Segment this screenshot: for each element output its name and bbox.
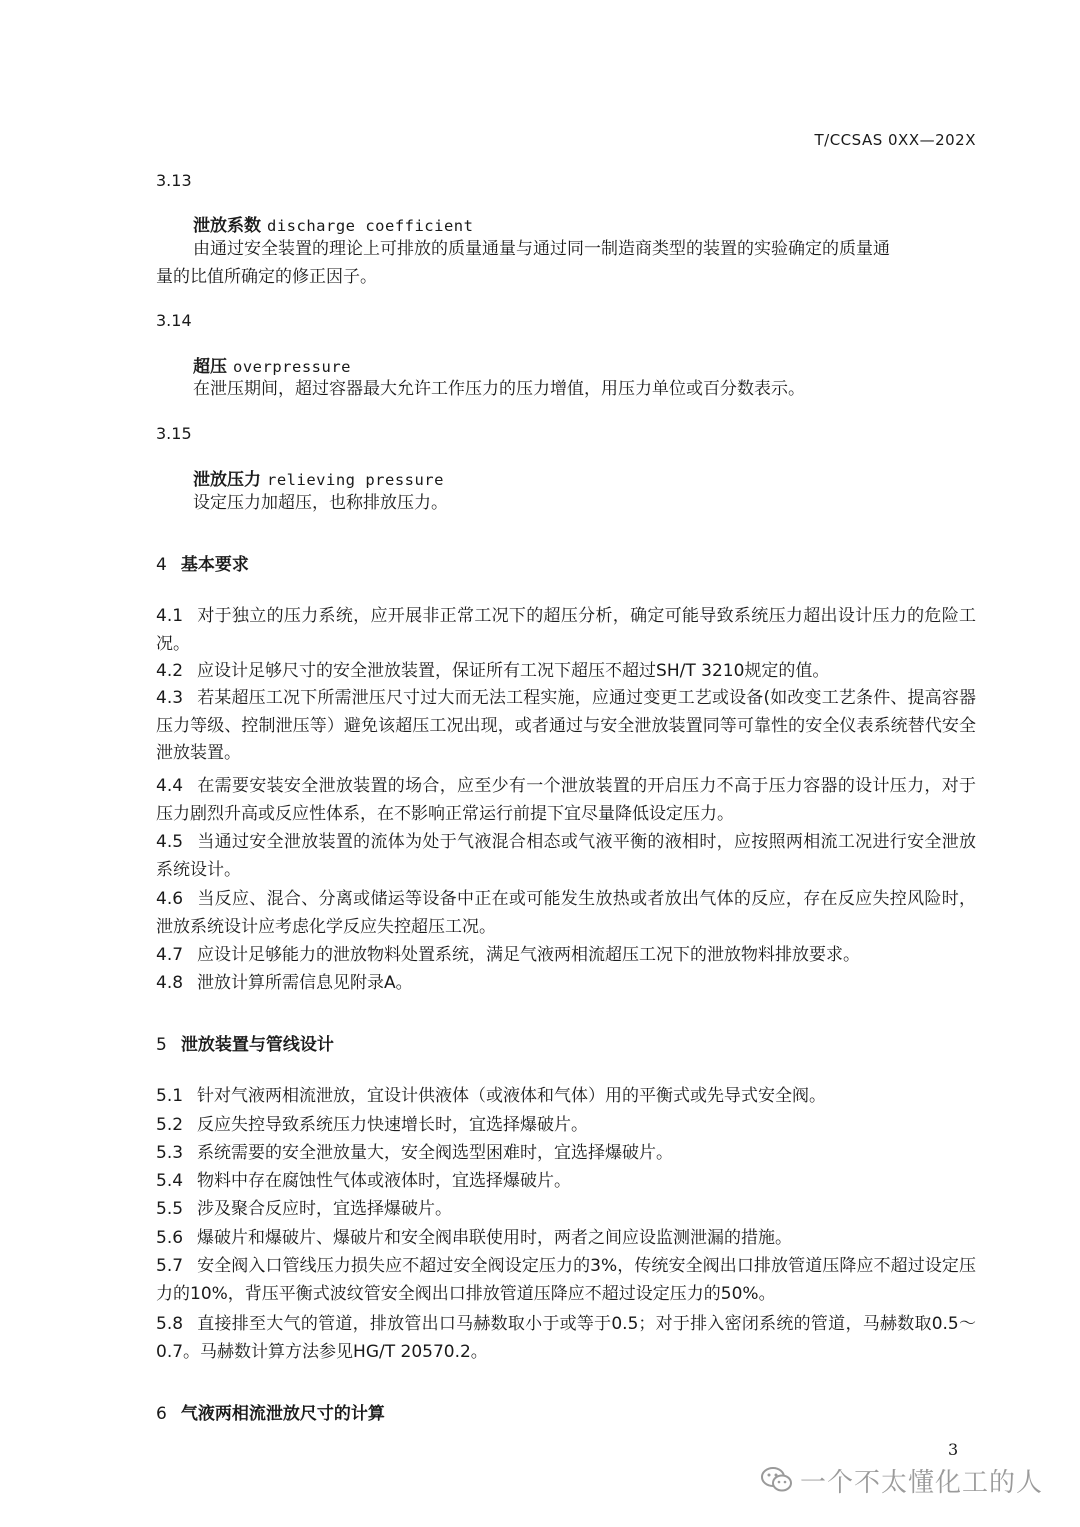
term-en: overpressure — [233, 358, 351, 376]
clause-number: 5.1 — [156, 1086, 184, 1106]
definition-number: 3.13 — [156, 171, 192, 190]
clause-text: 应设计足够能力的泄放物料处置系统，满足气液两相流超压工况下的泄放物料排放要求。 — [197, 945, 861, 965]
definition-term — [193, 211, 473, 236]
page-number: 3 — [948, 1440, 959, 1459]
clause-text: 在需要安装安全泄放装置的场合，应至少有一个泄放装置的开启压力不高于压力容器的设计压力，对于压力剧烈升高或反应性体系，在不影响正常运行前提下宜尽量降低设定压力。 — [156, 776, 976, 824]
term-cn: 泄放系数 — [193, 216, 261, 236]
section-heading — [156, 1399, 385, 1424]
clause-text: 安全阀入口管线压力损失应不超过安全阀设定压力的3%，传统安全阀出口排放管道压降应不超过设定压力的10%，背压平衡式波纹管安全阀出口排放管道压降应不超过设定压力的50%。 — [156, 1256, 976, 1304]
wechat-icon — [760, 1465, 794, 1502]
clause-text: 当反应、混合、分离或储运等设备中正在或可能发生放热或者放出气体的反应，存在反应失控风险时，泄放系统设计应考虑化学反应失控超压工况。 — [156, 889, 976, 937]
section-heading — [156, 1030, 334, 1055]
definition-text: 设定压力加超压，也称排放压力。 — [193, 493, 448, 513]
clause — [156, 1253, 976, 1308]
section-title: 基本要求 — [180, 555, 249, 575]
definition-text: 在泄压期间，超过容器最大允许工作压力的压力增值，用压力单位或百分数表示。 — [193, 379, 805, 399]
clause-text: 物料中存在腐蚀性气体或液体时，宜选择爆破片。 — [197, 1171, 572, 1191]
clause-number: 5.7 — [156, 1256, 184, 1276]
clause-text: 泄放计算所需信息见附录A。 — [197, 973, 413, 993]
doc-code-header: T/CCSAS 0XX—202X — [814, 131, 976, 149]
clause-text: 针对气液两相流泄放，宜设计供液体（或液体和气体）用的平衡式或先导式安全阀。 — [197, 1086, 827, 1106]
definition-term — [193, 465, 444, 490]
clause — [156, 829, 976, 884]
clause-number: 5.3 — [156, 1143, 184, 1163]
clause-number: 4.3 — [156, 688, 184, 708]
clause-text: 若某超压工况下所需泄压尺寸过大而无法工程实施，应通过变更工艺或设备(如改变工艺条件、提高容器压力等级、控制泄压等）避免该超压工况出现，或者通过与安全泄放装置同等可靠性的安全仪表系统替代安全泄放装置。 — [156, 688, 976, 763]
definition-line: 量的比值所确定的修正因子。 — [156, 266, 377, 287]
clause — [156, 942, 976, 970]
clause-number: 4.1 — [156, 606, 184, 626]
term-cn: 泄放压力 — [193, 470, 261, 490]
clause-number: 4.7 — [156, 945, 184, 965]
definition-text — [156, 236, 976, 291]
clause-text: 对于独立的压力系统，应开展非正常工况下的超压分析，确定可能导致系统压力超出设计压力的危险工况。 — [156, 606, 976, 654]
definition-number: 3.15 — [156, 424, 192, 443]
clause-number: 5.2 — [156, 1115, 184, 1135]
clause-number: 4.2 — [156, 661, 184, 681]
clause-text: 反应失控导致系统压力快速增长时，宜选择爆破片。 — [197, 1115, 589, 1135]
section-number: 5 — [156, 1035, 167, 1055]
clause-number: 5.5 — [156, 1199, 184, 1219]
clause — [156, 970, 976, 998]
definition-line: 由通过安全装置的理论上可排放的质量通量与通过同一制造商类型的装置的实验确定的质量通 — [193, 239, 890, 259]
section-number: 6 — [156, 1404, 167, 1424]
section-title: 泄放装置与管线设计 — [180, 1035, 334, 1055]
clause-text: 爆破片和爆破片、爆破片和安全阀串联使用时，两者之间应设监测泄漏的措施。 — [197, 1228, 793, 1248]
clause-number: 4.5 — [156, 832, 184, 852]
clause — [156, 1168, 976, 1196]
section-title: 气液两相流泄放尺寸的计算 — [180, 1404, 385, 1424]
definition-term — [193, 352, 351, 377]
clause-number: 4.8 — [156, 973, 184, 993]
clause-number: 4.4 — [156, 776, 184, 796]
clause — [156, 658, 976, 686]
clause — [156, 1140, 976, 1168]
clause — [156, 1196, 976, 1224]
term-cn: 超压 — [193, 357, 227, 377]
term-en: discharge coefficient — [267, 217, 474, 235]
clause-text: 当通过安全泄放装置的流体为处于气液混合相态或气液平衡的液相时，应按照两相流工况进行安全泄放系统设计。 — [156, 832, 976, 880]
clause — [156, 1225, 976, 1253]
clause — [156, 886, 976, 941]
clause-number: 4.6 — [156, 889, 184, 909]
clause-text: 应设计足够尺寸的安全泄放装置，保证所有工况下超压不超过SH/T 3210规定的值。 — [197, 661, 830, 681]
section-heading — [156, 550, 249, 575]
clause-number: 5.6 — [156, 1228, 184, 1248]
clause-number: 5.4 — [156, 1171, 184, 1191]
clause — [156, 685, 976, 768]
clause — [156, 1112, 976, 1140]
term-en: relieving pressure — [267, 471, 444, 489]
clause-number: 5.8 — [156, 1314, 184, 1334]
clause-text: 直接排至大气的管道，排放管出口马赫数取小于或等于0.5；对于排入密闭系统的管道，马赫数取0.5～0.7。马赫数计算方法参见HG/T 20570.2。 — [156, 1314, 976, 1362]
section-number: 4 — [156, 555, 167, 575]
clause — [156, 1083, 976, 1111]
clause — [156, 603, 976, 658]
clause-text: 涉及聚合反应时，宜选择爆破片。 — [197, 1199, 453, 1219]
clause — [156, 1311, 976, 1366]
clause-text: 系统需要的安全泄放量大，安全阀选型困难时，宜选择爆破片。 — [197, 1143, 674, 1163]
definition-number: 3.14 — [156, 311, 192, 330]
watermark-text: 一个不太懂化工的人 — [800, 1468, 1044, 1498]
watermark — [760, 1462, 1043, 1502]
clause — [156, 773, 976, 828]
